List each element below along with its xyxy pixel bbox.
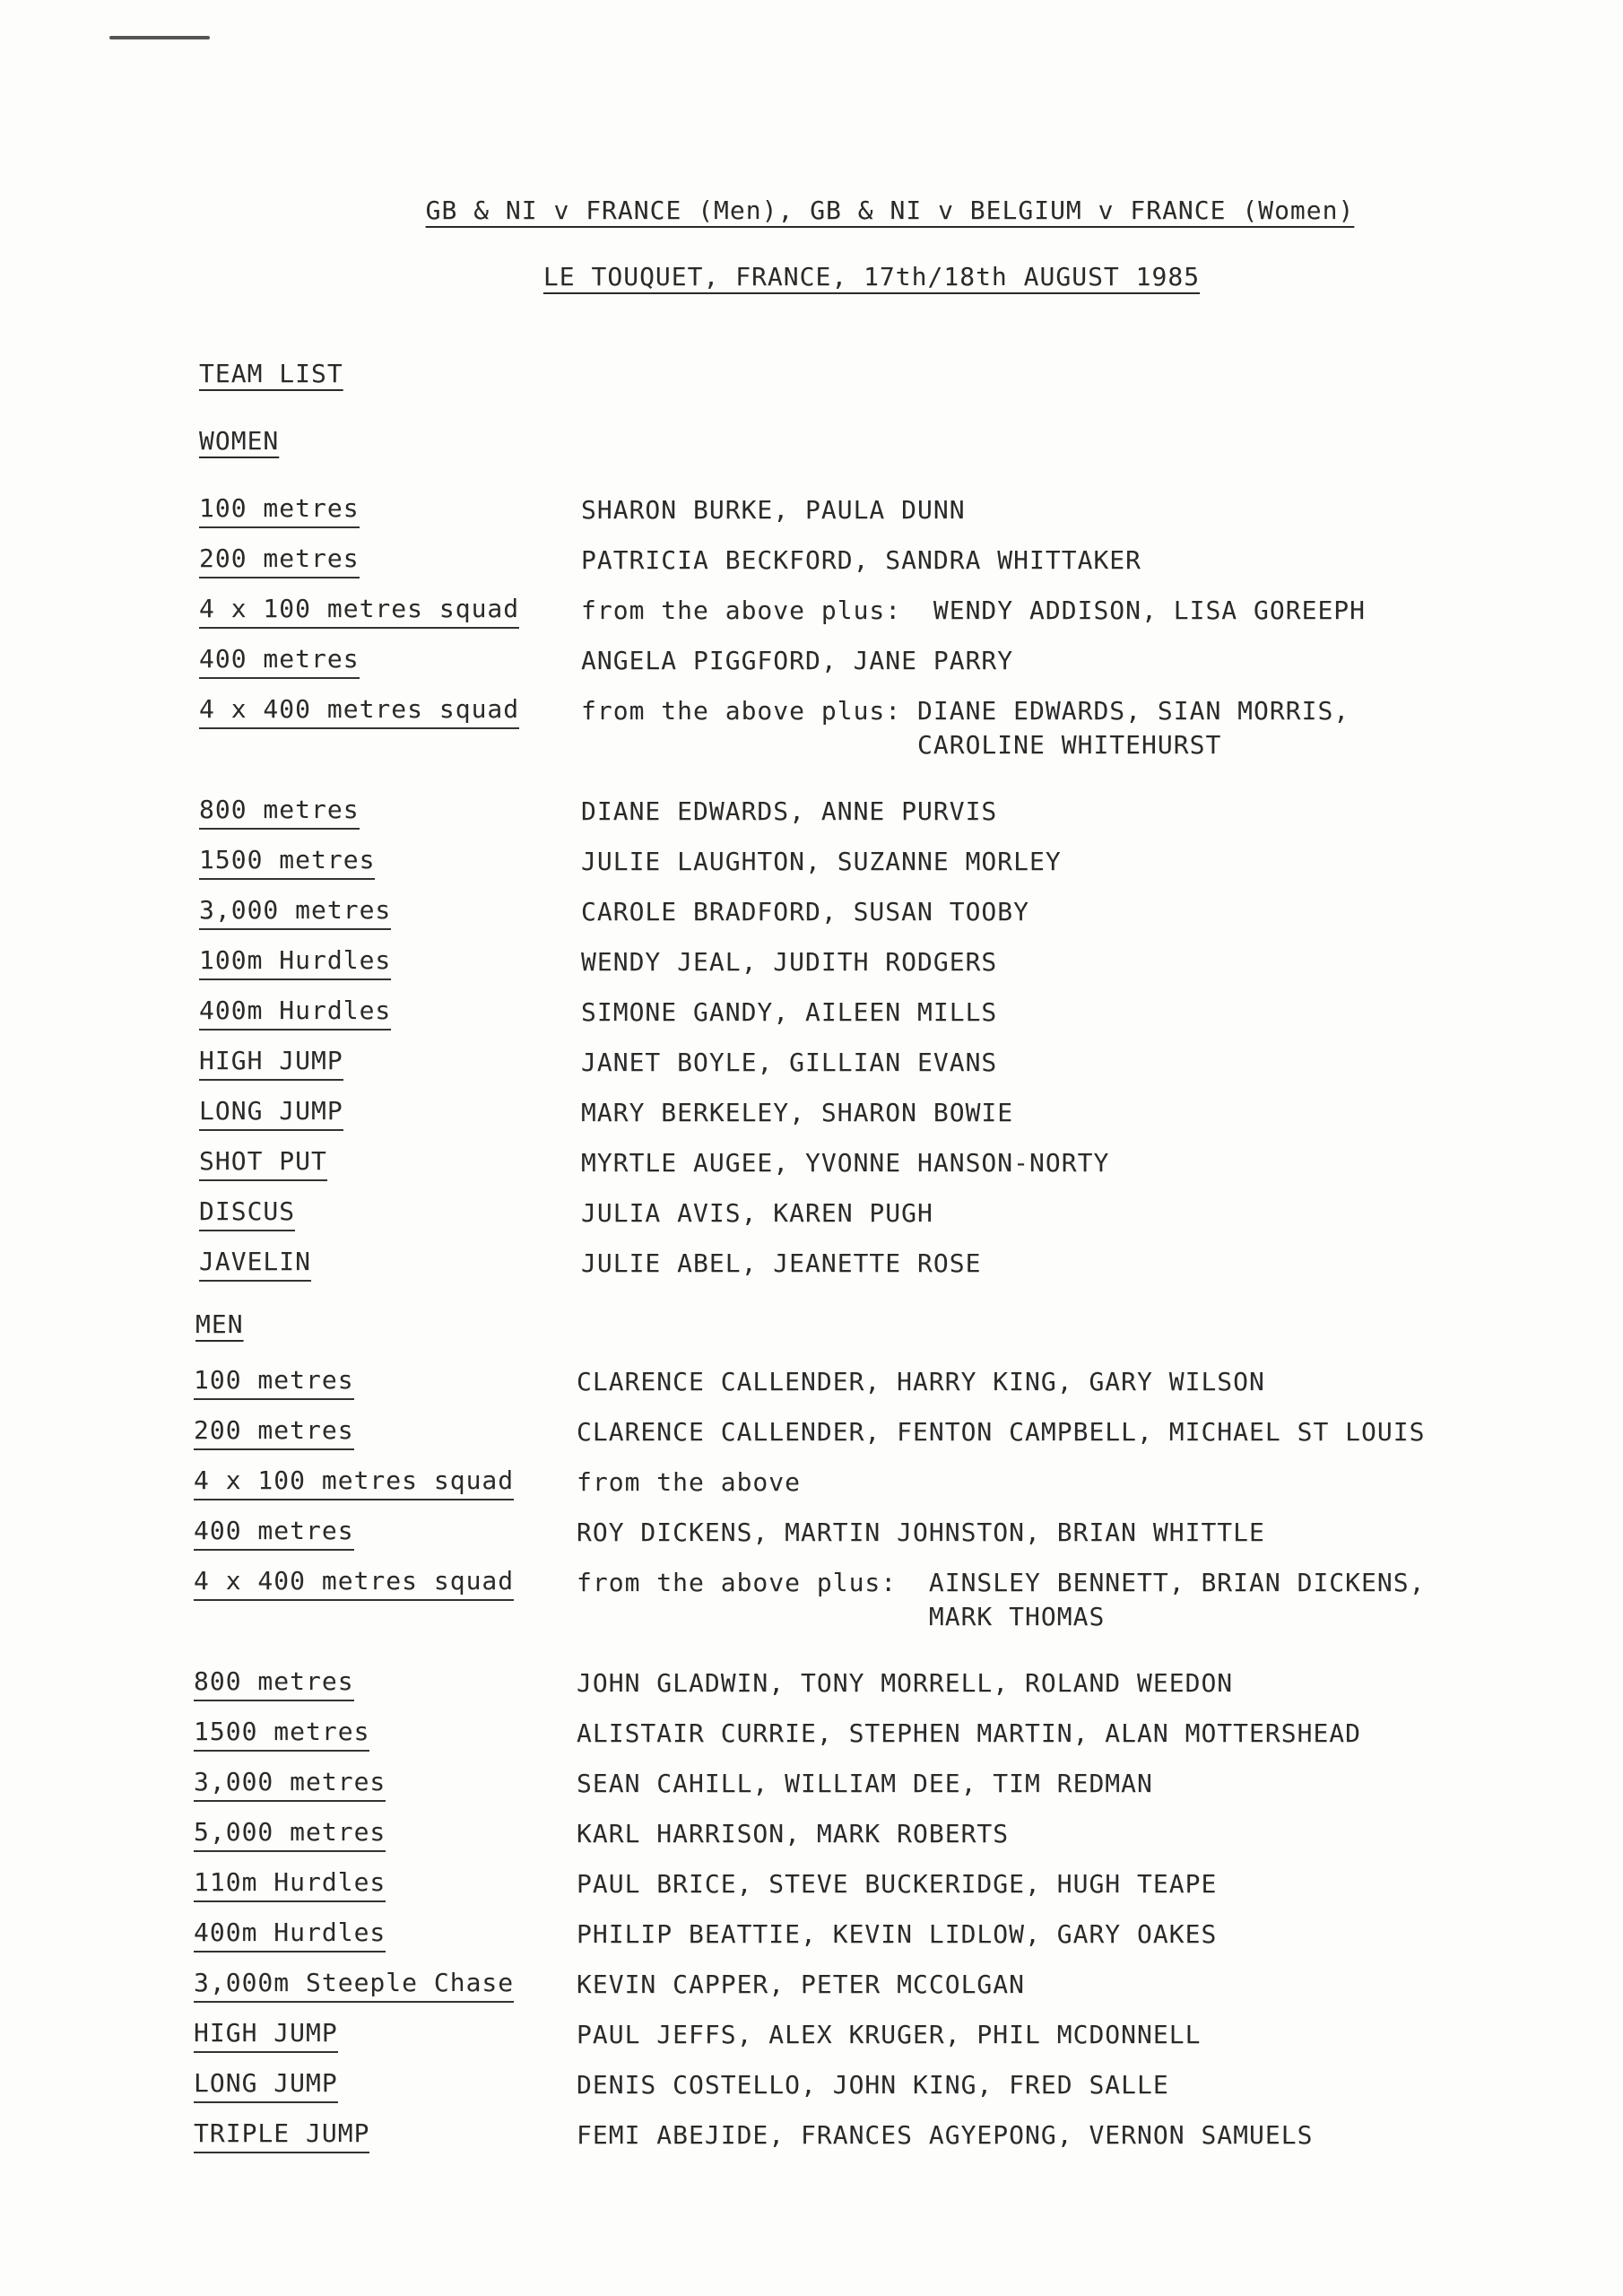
event-name: 4 x 400 metres squad: [199, 694, 519, 729]
athlete-names: DIANE EDWARDS, ANNE PURVIS: [581, 796, 998, 826]
event-name: JAVELIN: [199, 1247, 311, 1282]
athlete-names: PAUL JEFFS, ALEX KRUGER, PHIL MCDONNELL: [577, 2020, 1202, 2049]
event-name: 400 metres: [194, 1516, 354, 1551]
men-heading: MEN: [195, 1309, 244, 1339]
athlete-names: KARL HARRISON, MARK ROBERTS: [577, 1819, 1010, 1848]
event-name: 400 metres: [199, 644, 360, 679]
athlete-names: JULIE LAUGHTON, SUZANNE MORLEY: [581, 847, 1062, 876]
athlete-names: DENIS COSTELLO, JOHN KING, FRED SALLE: [577, 2070, 1169, 2100]
event-name: DISCUS: [199, 1196, 295, 1231]
athlete-names: SEAN CAHILL, WILLIAM DEE, TIM REDMAN: [577, 1769, 1153, 1798]
event-name: 100 metres: [194, 1365, 354, 1400]
staple-mark: [109, 36, 210, 39]
athlete-names: SIMONE GANDY, AILEEN MILLS: [581, 997, 998, 1027]
athlete-names: PAUL BRICE, STEVE BUCKERIDGE, HUGH TEAPE: [577, 1869, 1218, 1899]
event-name: 3,000 metres: [199, 895, 391, 930]
document-title: [0, 196, 1623, 225]
event-name: 1500 metres: [199, 845, 375, 880]
athlete-names: CAROLE BRADFORD, SUSAN TOOBY: [581, 897, 1030, 926]
event-name: 4 x 400 metres squad: [194, 1566, 514, 1601]
event-name: 100m Hurdles: [199, 945, 391, 980]
athlete-names: JULIA AVIS, KAREN PUGH: [581, 1198, 933, 1228]
athlete-names: PATRICIA BECKFORD, SANDRA WHITTAKER: [581, 545, 1142, 575]
athlete-names: JANET BOYLE, GILLIAN EVANS: [581, 1048, 998, 1077]
event-name: LONG JUMP: [199, 1096, 343, 1131]
athlete-names: CLARENCE CALLENDER, HARRY KING, GARY WILSON: [577, 1367, 1265, 1396]
event-name: 1500 metres: [194, 1717, 369, 1752]
event-name: TRIPLE JUMP: [194, 2118, 369, 2153]
athlete-names: JOHN GLADWIN, TONY MORRELL, ROLAND WEEDON: [577, 1668, 1234, 1698]
event-name: HIGH JUMP: [199, 1046, 343, 1081]
event-name: 400m Hurdles: [194, 1918, 386, 1952]
event-name: 400m Hurdles: [199, 996, 391, 1031]
event-name: 100 metres: [199, 493, 360, 528]
athlete-names: SHARON BURKE, PAULA DUNN: [581, 495, 966, 525]
athlete-names: MARY BERKELEY, SHARON BOWIE: [581, 1098, 1014, 1127]
women-heading: WOMEN: [199, 426, 280, 456]
event-name: 4 x 100 metres squad: [199, 594, 519, 629]
team-list-heading: TEAM LIST: [199, 359, 343, 388]
event-name: SHOT PUT: [199, 1146, 327, 1181]
event-name: 200 metres: [194, 1415, 354, 1450]
event-name: HIGH JUMP: [194, 2018, 338, 2053]
athlete-names: ROY DICKENS, MARTIN JOHNSTON, BRIAN WHITTLE: [577, 1518, 1265, 1547]
event-name: 3,000 metres: [194, 1767, 386, 1802]
athlete-names: WENDY JEAL, JUDITH RODGERS: [581, 947, 998, 977]
event-name: 110m Hurdles: [194, 1867, 386, 1902]
athlete-names: JULIE ABEL, JEANETTE ROSE: [581, 1248, 982, 1278]
athlete-names: CLARENCE CALLENDER, FENTON CAMPBELL, MICHAEL ST LOUIS: [577, 1417, 1426, 1447]
athlete-names: from the above plus: DIANE EDWARDS, SIAN MORRIS, CAROLINE WHITEHURST: [581, 696, 1350, 760]
athlete-names: KEVIN CAPPER, PETER MCCOLGAN: [577, 1970, 1026, 1999]
event-name: 800 metres: [199, 795, 360, 830]
athlete-names: from the above plus: WENDY ADDISON, LISA GOREEPH: [581, 596, 1367, 625]
event-name: 200 metres: [199, 544, 360, 578]
event-name: 3,000m Steeple Chase: [194, 1968, 514, 2003]
event-name: 5,000 metres: [194, 1817, 386, 1852]
venue-text: LE TOUQUET, FRANCE, 17th/18th AUGUST 1985: [542, 262, 1201, 291]
title-text: GB & NI v FRANCE (Men), GB & NI v BELGIUM v FRANCE (Women): [425, 196, 1355, 225]
athlete-names: FEMI ABEJIDE, FRANCES AGYEPONG, VERNON SAMUELS: [577, 2120, 1314, 2150]
athlete-names: PHILIP BEATTIE, KEVIN LIDLOW, GARY OAKES: [577, 1919, 1218, 1949]
event-name: 4 x 100 metres squad: [194, 1465, 514, 1500]
event-name: 800 metres: [194, 1666, 354, 1701]
athlete-names: ANGELA PIGGFORD, JANE PARRY: [581, 646, 1014, 675]
athlete-names: MYRTLE AUGEE, YVONNE HANSON-NORTY: [581, 1148, 1110, 1178]
athlete-names: ALISTAIR CURRIE, STEPHEN MARTIN, ALAN MOTTERSHEAD: [577, 1718, 1362, 1748]
athlete-names: from the above: [577, 1467, 802, 1497]
event-name: LONG JUMP: [194, 2068, 338, 2103]
venue-date: [0, 262, 1623, 291]
athlete-names: from the above plus: AINSLEY BENNETT, BRIAN DICKENS, MARK THOMAS: [577, 1568, 1426, 1631]
